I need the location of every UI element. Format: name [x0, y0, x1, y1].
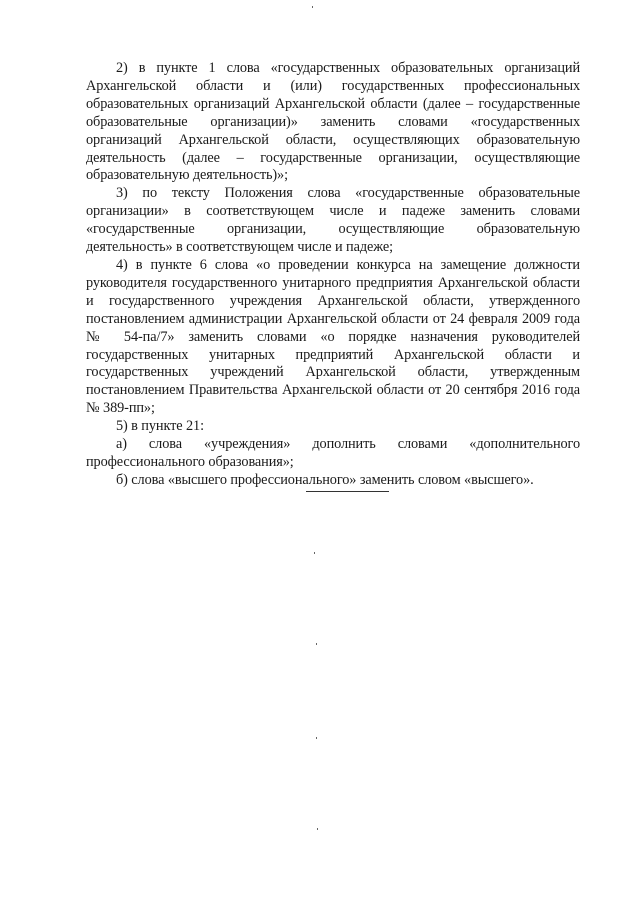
document-body [86, 60, 580, 490]
paragraph-subitem-b: б) слова «высшего профессионального» заменить словом «высшего». [116, 471, 534, 488]
paragraph-item-2: 2) в пункте 1 слова «государственных образовательных организаций Архангельской области и (или) государственных профессиональных образовательных организаций Архангельской области (далее – государственные образовательные организации)» заменить словами «государственных организаций Архангельской области, осуществляющих образовательную деятельность (далее – государственные организации, осуществляющие образовательную деятельность)»; [86, 60, 580, 184]
paragraph-subitem-a: а) слова «учреждения» дополнить словами «дополнительного профессионального образования»; [86, 436, 580, 470]
paragraph-item-3: 3) по тексту Положения слова «государственные образовательные организации» в соответствующем числе и падеже заменить словами «государственные организации, осуществляющие образовательную деятельность» в соответствующем числе и падеже; [86, 185, 580, 256]
paragraph-item-5: 5) в пункте 21: [116, 418, 204, 435]
scan-speck [314, 552, 315, 554]
scan-speck [316, 737, 317, 739]
scan-speck [316, 643, 317, 645]
paragraph-item-4: 4) в пункте 6 слова «о проведении конкурса на замещение должности руководителя государственного унитарного предприятия Архангельской области и государственного учреждения Архангельской области, утвержденного постановлением администрации Архангельской области от 24 февраля 2009 года № 54-па/7» заменить словами «о порядке назначения руководителей государственных унитарных предприятий Архангельской области и государственных учреждений Архангельской области, утвержденным постановлением Правительства Архангельской области от 20 сентября 2016 года № 389-пп»; [86, 256, 580, 417]
scan-speck [312, 6, 313, 8]
end-separator-line [306, 491, 389, 492]
scan-speck [317, 828, 318, 830]
